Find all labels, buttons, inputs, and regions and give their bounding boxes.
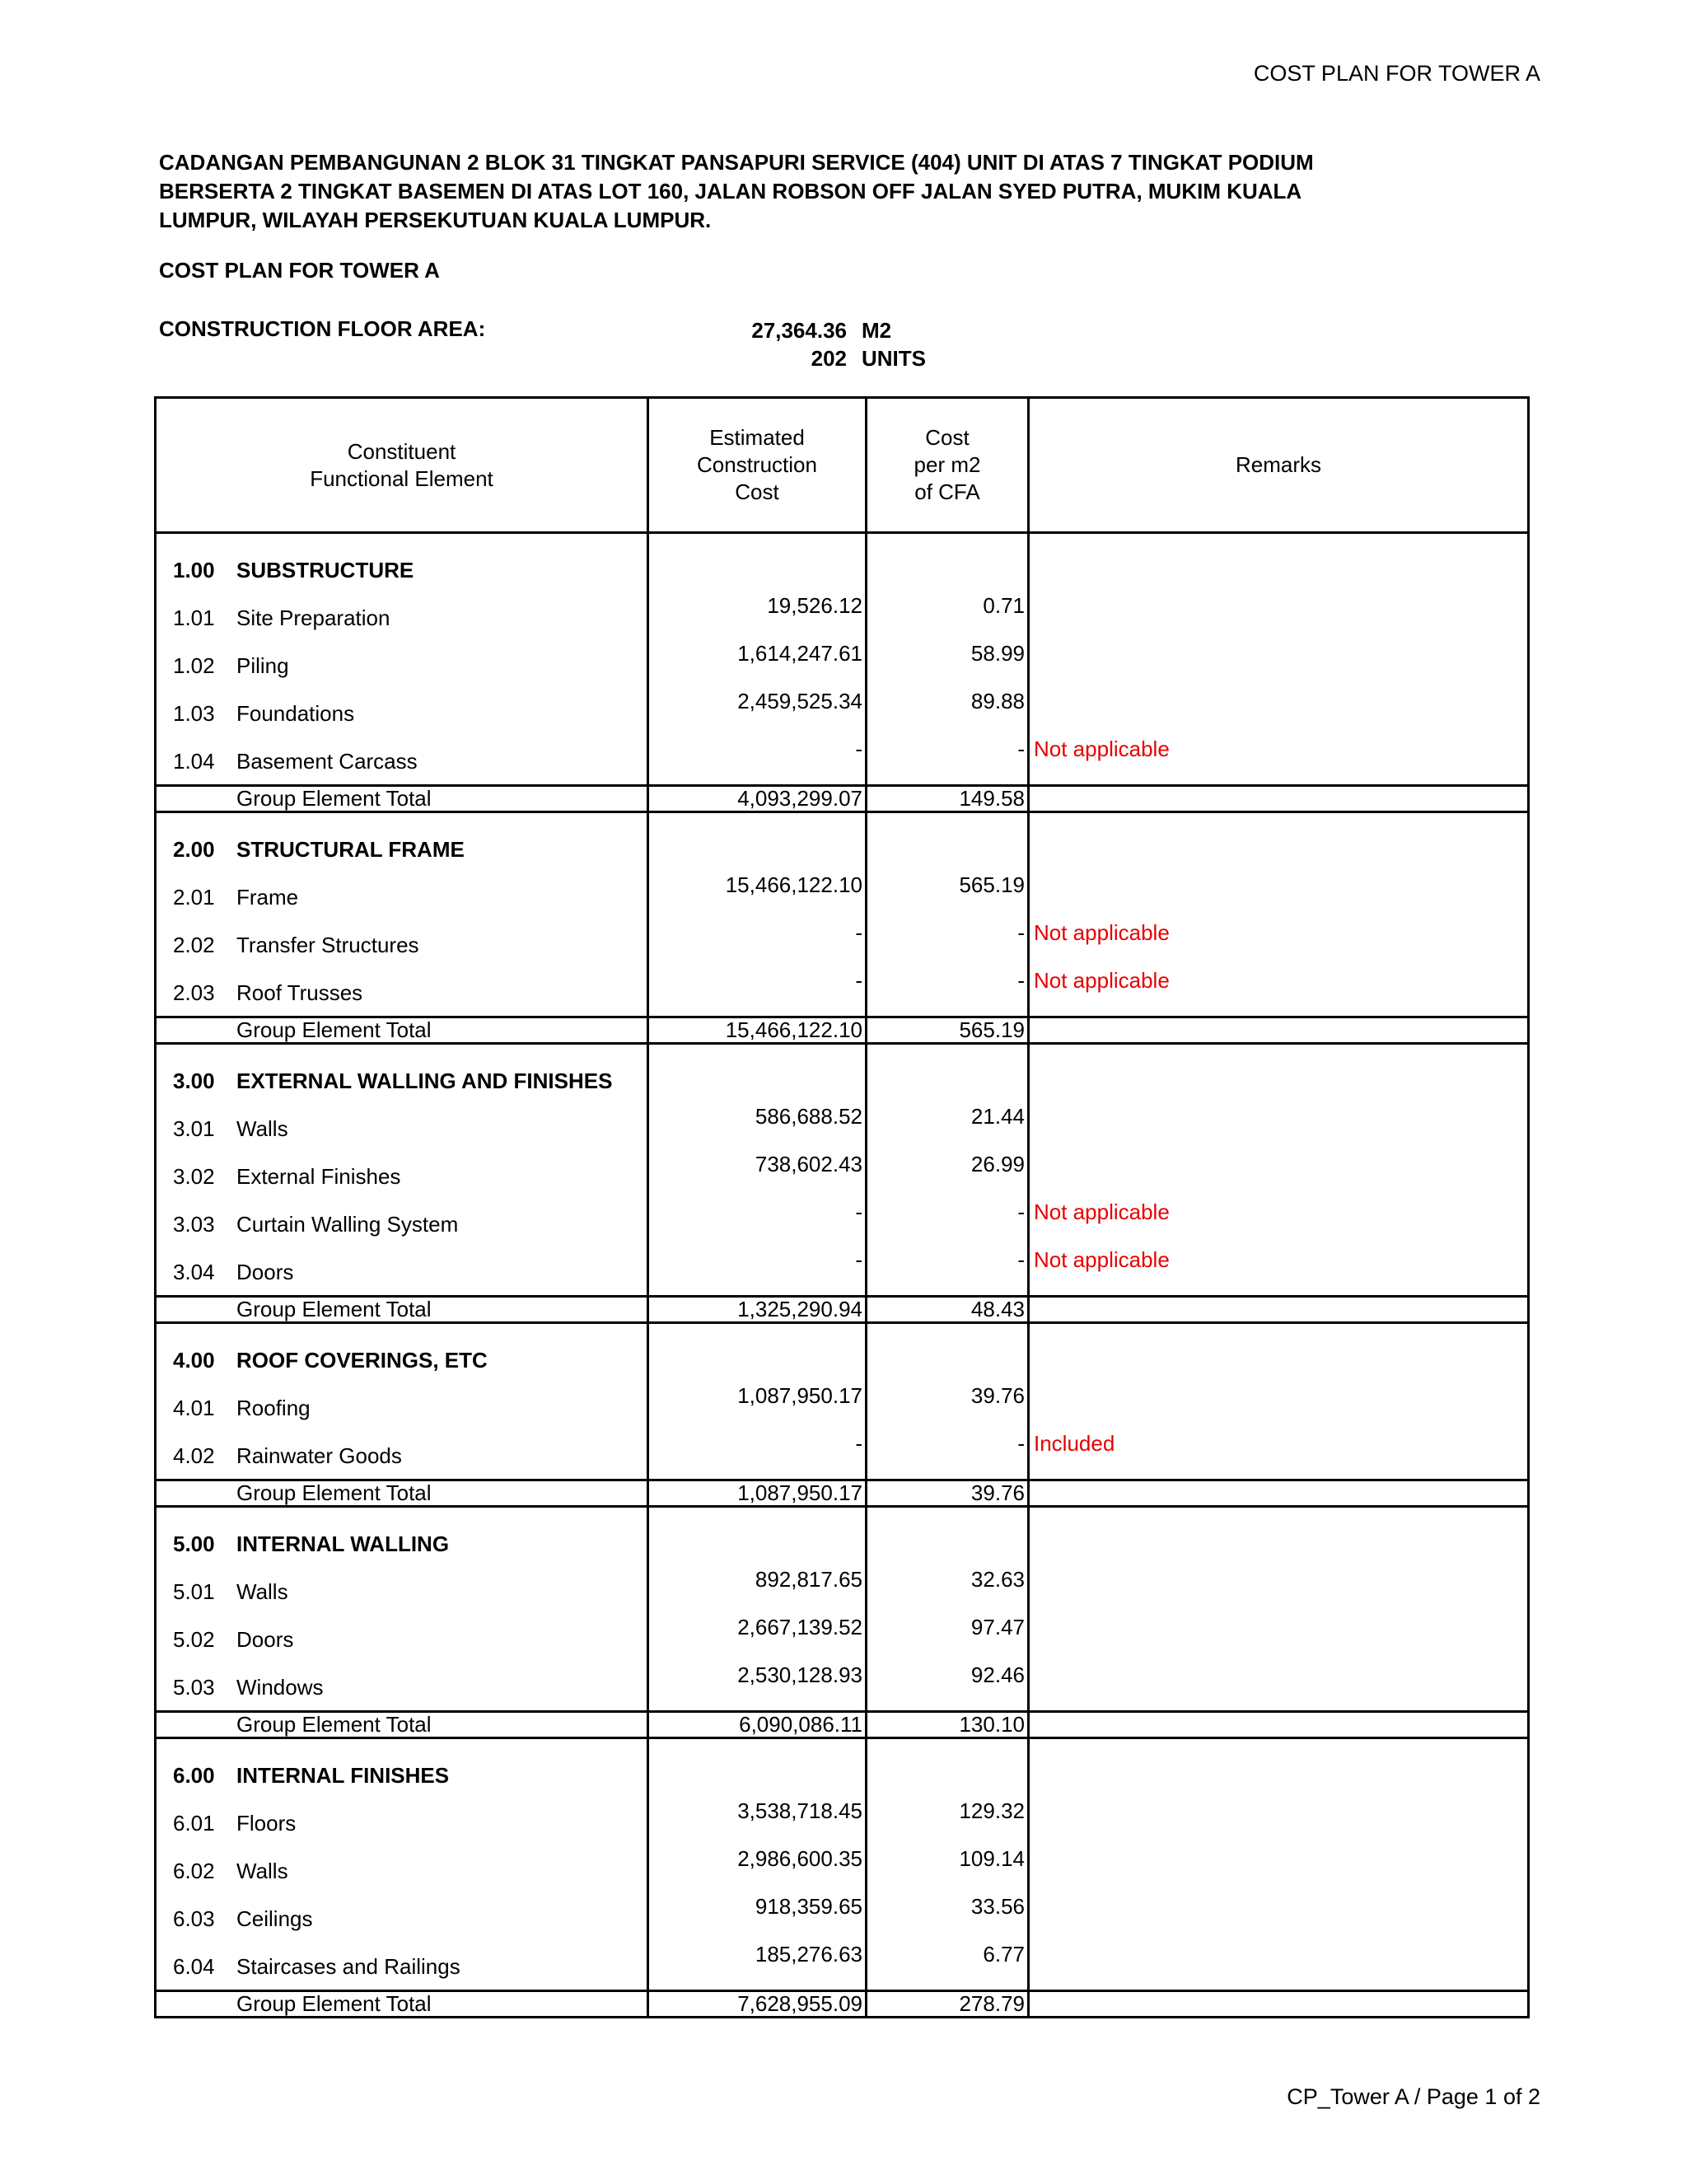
group-name: STRUCTURAL FRAME [236, 837, 465, 862]
element-code: 5.03 [173, 1675, 215, 1700]
remark-cell [1029, 1651, 1529, 1712]
group-code: 4.00 [173, 1348, 215, 1373]
group-total-row [156, 786, 1529, 812]
element-code: 4.02 [173, 1443, 215, 1468]
table-row [156, 909, 1529, 956]
cost-cell: - [648, 956, 867, 1017]
project-title-line: CADANGAN PEMBANGUNAN 2 BLOK 31 TINGKAT PANSAPURI SERVICE (404) UNIT DI ATAS 7 TINGKAT PODIUM [159, 150, 1314, 175]
group-total-cost: 4,093,299.07 [648, 786, 867, 812]
group-name: SUBSTRUCTURE [236, 558, 414, 582]
table-row [156, 1092, 1529, 1140]
element-code: 1.04 [173, 749, 215, 774]
group-total-cost: 7,628,955.09 [648, 1991, 867, 2018]
group-total-per-m2: 149.58 [867, 786, 1029, 812]
group-heading-row [156, 533, 1529, 582]
element-cell [156, 582, 648, 629]
group-name: INTERNAL FINISHES [236, 1763, 450, 1788]
table-row [156, 1140, 1529, 1188]
remark-cell [1029, 677, 1529, 725]
table-row [156, 1835, 1529, 1882]
remark-cell [1029, 1930, 1529, 1991]
table-row [156, 1603, 1529, 1651]
cost-cell: 918,359.65 [648, 1882, 867, 1930]
header-remarks: Remarks [1029, 398, 1529, 533]
cfa-label: CONSTRUCTION FLOOR AREA: [159, 316, 486, 341]
element-cell [156, 1787, 648, 1835]
per-m2-cell: 32.63 [867, 1555, 1029, 1603]
remark-cell [1029, 1092, 1529, 1140]
group-total-cost: 15,466,122.10 [648, 1017, 867, 1044]
remark-cell [1029, 1140, 1529, 1188]
table-row [156, 725, 1529, 786]
remark-cell: Not applicable [1029, 1236, 1529, 1297]
project-title-line: BERSERTA 2 TINGKAT BASEMEN DI ATAS LOT 160, JALAN ROBSON OFF JALAN SYED PUTRA, MUKIM KUALA [159, 179, 1302, 203]
per-m2-cell: - [867, 1188, 1029, 1236]
element-cell [156, 1651, 648, 1712]
element-cell [156, 909, 648, 956]
cost-cell: 15,466,122.10 [648, 861, 867, 909]
group-total-per-m2: 565.19 [867, 1017, 1029, 1044]
element-cell [156, 1419, 648, 1480]
element-name: Frame [236, 885, 299, 910]
element-cell [156, 1372, 648, 1419]
remark-cell [1029, 1787, 1529, 1835]
group-total-row [156, 1017, 1529, 1044]
remark-cell [1029, 1603, 1529, 1651]
remark-cell [1029, 861, 1529, 909]
cost-cell: 1,614,247.61 [648, 629, 867, 677]
element-cell [156, 725, 648, 786]
group-total-cost: 1,325,290.94 [648, 1297, 867, 1323]
table-row [156, 677, 1529, 725]
element-cell [156, 861, 648, 909]
group-total-label: Group Element Total [156, 1017, 648, 1044]
group-code: 6.00 [173, 1763, 215, 1788]
group-heading-row [156, 1323, 1529, 1373]
table-row [156, 861, 1529, 909]
cfa-area-unit: M2 [862, 318, 892, 343]
per-m2-cell: 89.88 [867, 677, 1029, 725]
remark-cell [1029, 1835, 1529, 1882]
group-total-remark [1029, 1017, 1529, 1044]
table-row [156, 1651, 1529, 1712]
per-m2-cell: 58.99 [867, 629, 1029, 677]
element-cell [156, 1835, 648, 1882]
cost-cell: - [648, 909, 867, 956]
per-m2-cell: - [867, 725, 1029, 786]
group-total-row [156, 1297, 1529, 1323]
remark-cell [1029, 1372, 1529, 1419]
group-total-label: Group Element Total [156, 1297, 648, 1323]
table-row [156, 1419, 1529, 1480]
table-row [156, 629, 1529, 677]
cost-cell: 2,459,525.34 [648, 677, 867, 725]
element-name: Doors [236, 1627, 294, 1652]
element-code: 3.02 [173, 1164, 215, 1189]
table-row [156, 1188, 1529, 1236]
element-cell [156, 1092, 648, 1140]
cost-cell: - [648, 725, 867, 786]
element-name: Ceilings [236, 1906, 313, 1931]
element-cell [156, 1188, 648, 1236]
cost-plan-table [154, 396, 1530, 2018]
table-row [156, 582, 1529, 629]
group-total-per-m2: 48.43 [867, 1297, 1029, 1323]
element-name: Roof Trusses [236, 980, 363, 1005]
group-total-remark [1029, 1712, 1529, 1738]
element-cell [156, 1882, 648, 1930]
remark-cell [1029, 629, 1529, 677]
element-name: Walls [236, 1579, 288, 1604]
group-total-remark [1029, 1480, 1529, 1507]
cost-cell: 586,688.52 [648, 1092, 867, 1140]
element-cell [156, 1236, 648, 1297]
group-heading [156, 1738, 648, 1788]
group-heading [156, 1044, 648, 1093]
cfa-units-unit: UNITS [862, 346, 926, 371]
element-code: 5.01 [173, 1579, 215, 1604]
element-name: Windows [236, 1675, 324, 1700]
project-title-line: LUMPUR, WILAYAH PERSEKUTUAN KUALA LUMPUR. [159, 208, 712, 232]
cost-cell: 738,602.43 [648, 1140, 867, 1188]
table-row [156, 1787, 1529, 1835]
element-code: 6.04 [173, 1954, 215, 1979]
element-name: Roofing [236, 1396, 311, 1420]
element-code: 1.01 [173, 606, 215, 630]
cost-cell: 2,986,600.35 [648, 1835, 867, 1882]
group-total-remark [1029, 1297, 1529, 1323]
element-code: 2.02 [173, 933, 215, 957]
group-code: 1.00 [173, 558, 215, 582]
element-name: External Finishes [236, 1164, 401, 1189]
header-cost: Estimated Construction Cost [648, 398, 867, 533]
table-row [156, 1882, 1529, 1930]
cost-cell: 185,276.63 [648, 1930, 867, 1991]
group-total-label: Group Element Total [156, 786, 648, 812]
per-m2-cell: 26.99 [867, 1140, 1029, 1188]
cost-cell: 19,526.12 [648, 582, 867, 629]
group-name: EXTERNAL WALLING AND FINISHES [236, 1069, 613, 1093]
group-heading [156, 533, 648, 582]
per-m2-cell: - [867, 956, 1029, 1017]
element-cell [156, 677, 648, 725]
per-m2-cell: 109.14 [867, 1835, 1029, 1882]
per-m2-cell: 97.47 [867, 1603, 1029, 1651]
group-heading [156, 812, 648, 862]
per-m2-cell: 21.44 [867, 1092, 1029, 1140]
group-total-label: Group Element Total [156, 1991, 648, 2018]
element-name: Walls [236, 1116, 288, 1141]
cost-cell: 2,530,128.93 [648, 1651, 867, 1712]
element-name: Curtain Walling System [236, 1212, 459, 1237]
per-m2-cell: - [867, 909, 1029, 956]
group-code: 2.00 [173, 837, 215, 862]
cfa-units-value: 202 [811, 346, 847, 371]
group-total-row [156, 1712, 1529, 1738]
per-m2-cell: 39.76 [867, 1372, 1029, 1419]
element-name: Rainwater Goods [236, 1443, 402, 1468]
remark-cell: Not applicable [1029, 725, 1529, 786]
page-footer: CP_Tower A / Page 1 of 2 [1287, 2084, 1540, 2109]
group-total-cost: 6,090,086.11 [648, 1712, 867, 1738]
element-name: Site Preparation [236, 606, 390, 630]
group-total-row [156, 1480, 1529, 1507]
group-heading-row [156, 1738, 1529, 1788]
per-m2-cell: 6.77 [867, 1930, 1029, 1991]
element-name: Transfer Structures [236, 933, 419, 957]
cfa-units-row [659, 344, 926, 372]
group-total-cost: 1,087,950.17 [648, 1480, 867, 1507]
element-code: 2.03 [173, 980, 215, 1005]
element-code: 2.01 [173, 885, 215, 910]
element-name: Staircases and Railings [236, 1954, 460, 1979]
per-m2-cell: 92.46 [867, 1651, 1029, 1712]
element-cell [156, 629, 648, 677]
group-name: ROOF COVERINGS, ETC [236, 1348, 488, 1373]
group-heading-row [156, 1507, 1529, 1556]
cfa-area-row [659, 316, 926, 344]
remark-cell: Not applicable [1029, 956, 1529, 1017]
element-name: Doors [236, 1260, 294, 1284]
cost-cell: 892,817.65 [648, 1555, 867, 1603]
group-heading [156, 1507, 648, 1556]
remark-cell: Not applicable [1029, 1188, 1529, 1236]
cost-cell: - [648, 1419, 867, 1480]
element-cell [156, 1555, 648, 1603]
element-name: Foundations [236, 701, 355, 726]
group-total-label: Group Element Total [156, 1712, 648, 1738]
element-code: 3.03 [173, 1212, 215, 1237]
table-row [156, 1555, 1529, 1603]
element-code: 1.02 [173, 653, 215, 678]
group-code: 3.00 [173, 1069, 215, 1093]
element-cell [156, 956, 648, 1017]
cost-cell: - [648, 1236, 867, 1297]
element-code: 6.02 [173, 1859, 215, 1883]
group-name: INTERNAL WALLING [236, 1532, 450, 1556]
element-code: 6.01 [173, 1811, 215, 1836]
element-cell [156, 1930, 648, 1991]
group-heading-row [156, 812, 1529, 862]
per-m2-cell: 33.56 [867, 1882, 1029, 1930]
element-name: Piling [236, 653, 289, 678]
group-code: 5.00 [173, 1532, 215, 1556]
group-total-per-m2: 39.76 [867, 1480, 1029, 1507]
element-name: Basement Carcass [236, 749, 418, 774]
element-code: 6.03 [173, 1906, 215, 1931]
group-total-per-m2: 130.10 [867, 1712, 1029, 1738]
group-total-per-m2: 278.79 [867, 1991, 1029, 2018]
group-heading-row [156, 1044, 1529, 1093]
group-total-remark [1029, 1991, 1529, 2018]
table-header-row [156, 398, 1529, 533]
table-row [156, 1930, 1529, 1991]
cost-cell: 3,538,718.45 [648, 1787, 867, 1835]
header-element: Constituent Functional Element [156, 398, 648, 533]
remark-cell: Included [1029, 1419, 1529, 1480]
element-name: Walls [236, 1859, 288, 1883]
element-code: 3.04 [173, 1260, 215, 1284]
per-m2-cell: - [867, 1236, 1029, 1297]
cost-cell: - [648, 1188, 867, 1236]
group-total-remark [1029, 786, 1529, 812]
table-row [156, 1236, 1529, 1297]
table-row [156, 956, 1529, 1017]
element-cell [156, 1603, 648, 1651]
element-code: 4.01 [173, 1396, 215, 1420]
remark-cell [1029, 1555, 1529, 1603]
group-total-label: Group Element Total [156, 1480, 648, 1507]
table-row [156, 1372, 1529, 1419]
per-m2-cell: - [867, 1419, 1029, 1480]
remark-cell [1029, 582, 1529, 629]
element-code: 3.01 [173, 1116, 215, 1141]
element-code: 5.02 [173, 1627, 215, 1652]
per-m2-cell: 565.19 [867, 861, 1029, 909]
element-cell [156, 1140, 648, 1188]
cfa-area-value: 27,364.36 [751, 318, 847, 343]
plan-title: COST PLAN FOR TOWER A [159, 258, 440, 283]
remark-cell: Not applicable [1029, 909, 1529, 956]
header-per-m2: Cost per m2 of CFA [867, 398, 1029, 533]
element-name: Floors [236, 1811, 297, 1836]
group-total-row [156, 1991, 1529, 2018]
per-m2-cell: 129.32 [867, 1787, 1029, 1835]
cfa-values [659, 316, 926, 372]
remark-cell [1029, 1882, 1529, 1930]
element-code: 1.03 [173, 701, 215, 726]
per-m2-cell: 0.71 [867, 582, 1029, 629]
cost-cell: 1,087,950.17 [648, 1372, 867, 1419]
page-header: COST PLAN FOR TOWER A [1253, 61, 1540, 86]
cost-cell: 2,667,139.52 [648, 1603, 867, 1651]
project-title [159, 148, 1395, 235]
group-heading [156, 1323, 648, 1373]
